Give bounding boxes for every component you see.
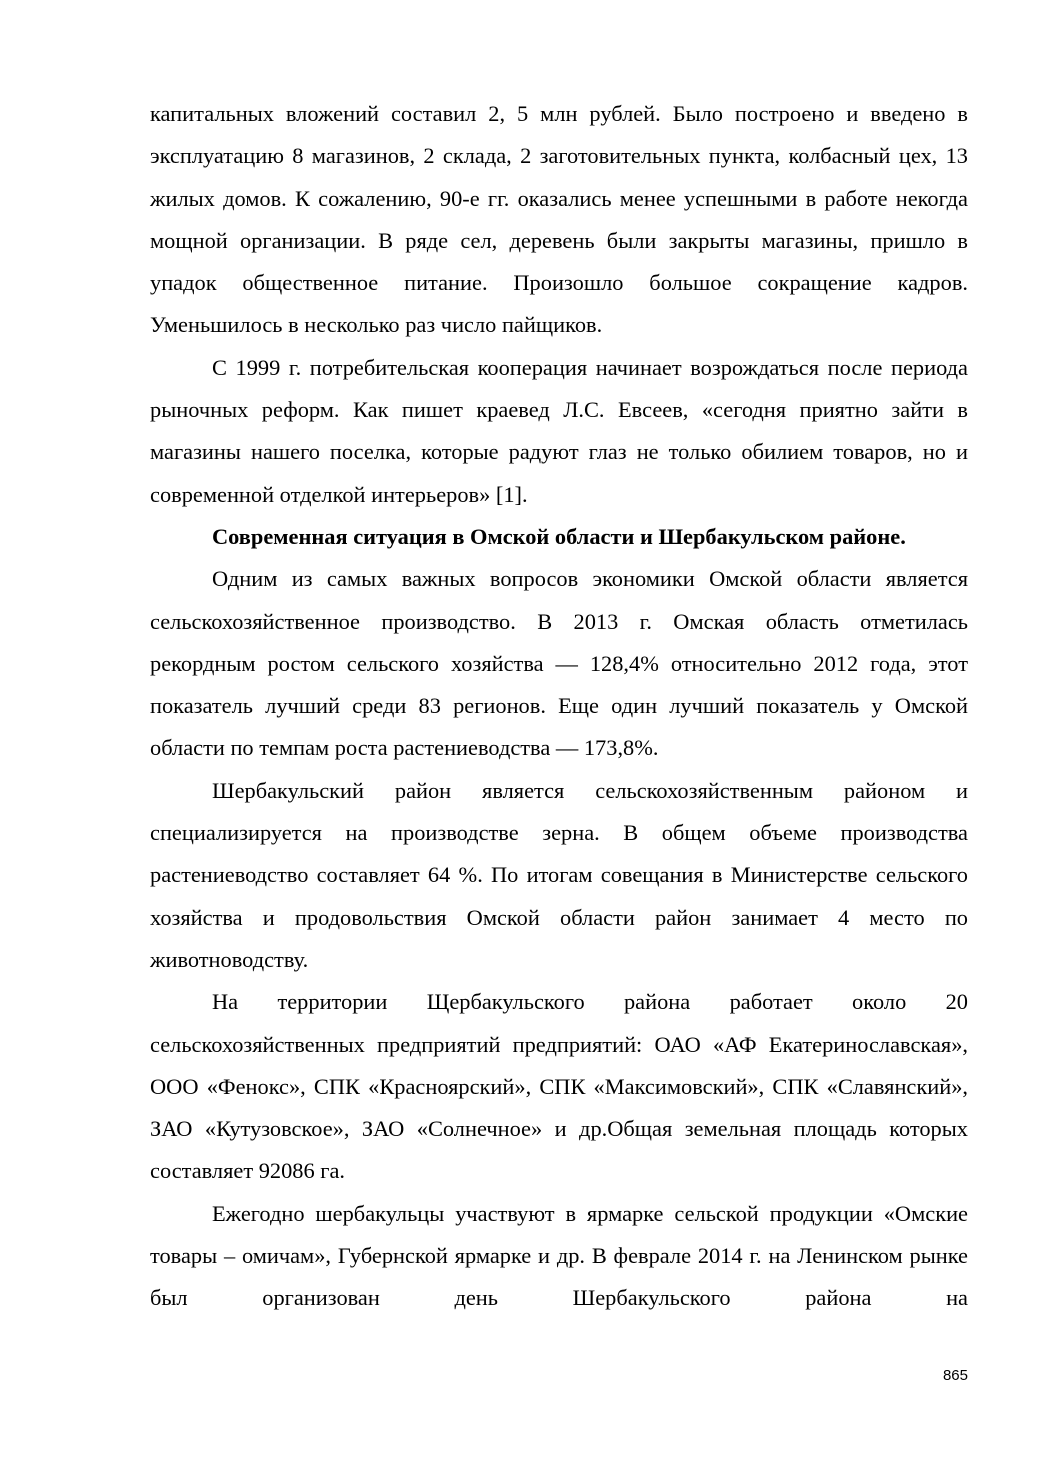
- paragraph-continuation: капитальных вложений составил 2, 5 млн рублей. Было построено и введено в эксплуатацию 8 магазинов, 2 склада, 2 заготовительных пункта, колбасный цех, 13 жилых домов. К сожалению, 90-е гг. оказались менее успешными в работе некогда мощной организации. В ряде сел, деревень были закрыты магазины, пришло в упадок общественное питание. Произошло большое сокращение кадров. Уменьшилось в несколько раз число пайщиков.: [150, 101, 968, 338]
- paragraph-omsk-economy: Одним из самых важных вопросов экономики Омской области является сельскохозяйственное производство. В 2013 г. Омская область отметилась рекордным ростом сельского хозяйства — 128,4% относительно 2012 года, этот показатель лучший среди 83 регионов. Еще один лучший показатель у Омской области по темпам роста растениеводства — 173,8%.: [150, 566, 968, 761]
- paragraph-enterprises: На территории Щербакульского района работает около 20 сельскохозяйственных предприятий предприятий: ОАО «АФ Екатеринославская», ООО «Фенокс», СПК «Красноярский», СПК «Максимовский», СПК «Славянский», ЗАО «Кутузовское», ЗАО «Солнечное» и др.Общая земельная площадь которых составляет 92086 га.: [150, 989, 968, 1184]
- paragraph-district-agriculture: Шербакульский район является сельскохозяйственным районом и специализируется на производстве зерна. В общем объеме производства растениеводство составляет 64 %. По итогам совещания в Министерстве сельского хозяйства и продовольствия Омской области район занимает 4 место по животноводству.: [150, 777, 968, 972]
- paragraph-cooperation-revival: С 1999 г. потребительская кооперация начинает возрождаться после периода рыночных реформ. Как пишет краевед Л.С. Евсеев, «сегодня приятно зайти в магазины нашего поселка, которые радуют глаз не только обилием товаров, но и современной отделкой интерьеров» [1].: [150, 354, 968, 507]
- page-number: 865: [942, 1367, 968, 1384]
- section-heading: Современная ситуация в Омской области и Шербакульском районе.: [212, 523, 906, 549]
- paragraph-fairs: Ежегодно шербакульцы участвуют в ярмарке сельской продукции «Омские товары – омичам», Губернской ярмарке и др. В феврале 2014 г. на Ленинском рынке был организован день Шербакульского района на: [150, 1200, 968, 1311]
- document-page: [150, 93, 968, 1320]
